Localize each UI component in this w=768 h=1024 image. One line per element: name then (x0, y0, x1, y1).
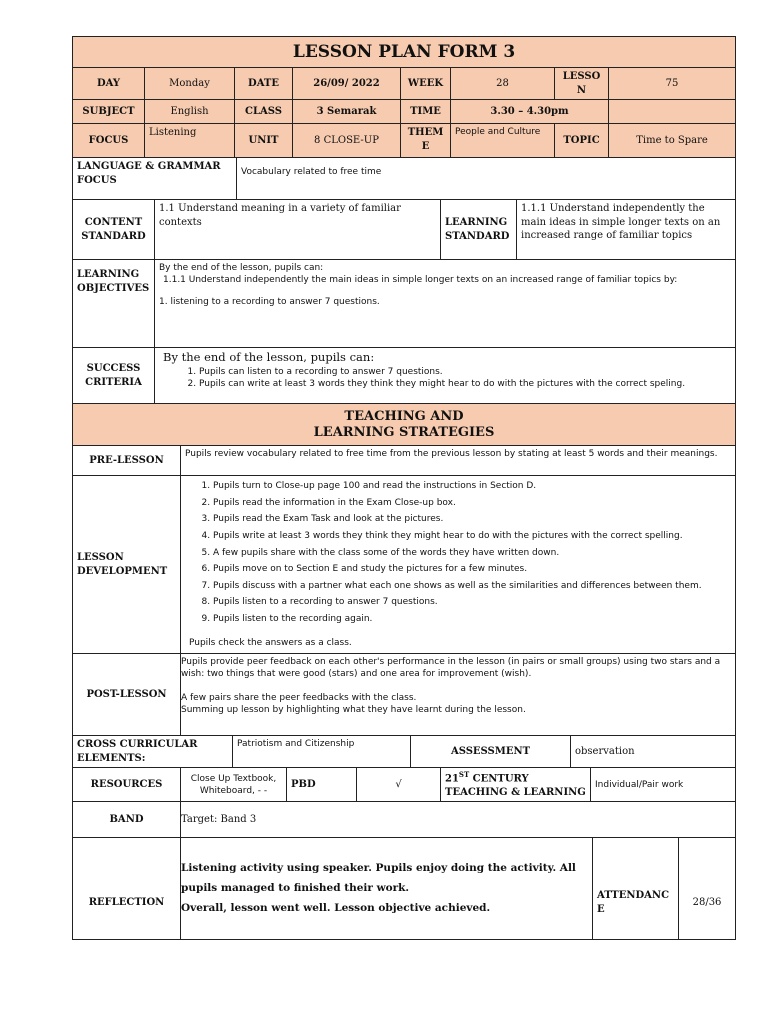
topic-label: TOPIC (555, 124, 609, 158)
success-intro: By the end of the lesson, pupils can: (163, 350, 375, 364)
list-item: 9. Pupils listen to the recording again. (213, 613, 731, 625)
resources-label: RESOURCES (73, 768, 181, 802)
post-lesson-p2: A few pairs share the peer feedbacks with the class. (181, 693, 417, 704)
subject-value: English (145, 100, 235, 124)
theme-value: People and Culture (451, 124, 555, 158)
class-value: 3 Semarak (293, 100, 401, 124)
success-criteria-label: SUCCESS CRITERIA (73, 348, 155, 404)
resources-value: Close Up Textbook, Whiteboard, - - (181, 768, 287, 802)
lesson-label: LESSON (555, 68, 609, 100)
lesson-development-label: LESSON DEVELOPMENT (73, 476, 181, 654)
reflection-line-1: Listening activity using speaker. Pupils enjoy doing the activity. All pupils managed to finished their work. (181, 861, 576, 894)
list-item: 2. Pupils read the information in the Exam Close-up box. (213, 497, 731, 509)
learning-standard-value: 1.1.1 Understand independently the main ideas in simple longer texts on an increased range of familiar topics (517, 200, 736, 260)
strategies-title-text: TEACHING AND LEARNING STRATEGIES (313, 408, 495, 440)
list-item: 7. Pupils discuss with a partner what each one shows as well as the similarities and differences between them. (213, 580, 731, 592)
success-list (159, 366, 731, 390)
reflection-body (181, 838, 593, 940)
objectives-line-1: By the end of the lesson, pupils can: (159, 263, 324, 273)
language-focus-value: Vocabulary related to free time (237, 158, 736, 200)
lesson-closing: Pupils check the answers as a class. (189, 638, 352, 649)
lesson-steps (185, 480, 731, 625)
cross-curricular-label: CROSS CURRICULAR ELEMENTS: (73, 736, 233, 768)
pre-lesson-label: PRE-LESSON (73, 446, 181, 476)
learning-objectives-body (155, 260, 736, 348)
assessment-label: ASSESSMENT (411, 736, 571, 768)
attendance-label: ATTENDANCE (593, 838, 679, 940)
century-label-text: CENTURY TEACHING & LEARNING (445, 773, 586, 798)
subject-label: SUBJECT (73, 100, 145, 124)
century-label-sup: ST (458, 770, 470, 779)
list-item: 8. Pupils listen to a recording to answer 7 questions. (213, 596, 731, 608)
content-standard-value: 1.1 Understand meaning in a variety of familiar contexts (155, 200, 441, 260)
strategies-title (73, 404, 736, 446)
objectives-line-2: 1.1.1 Understand independently the main ideas in simple longer texts on an increased range of familiar topics by: (163, 275, 678, 286)
reflection-label: REFLECTION (73, 838, 181, 940)
time-label: TIME (401, 100, 451, 124)
date-label: DATE (235, 68, 293, 100)
topic-value: Time to Spare (609, 124, 736, 158)
list-item: 2. Pupils can write at least 3 words they think they might hear to do with the pictures with the correct speling. (199, 378, 731, 390)
resources-table (72, 767, 736, 802)
success-criteria-body (155, 348, 736, 404)
phases-table (72, 445, 736, 736)
theme-label: THEME (401, 124, 451, 158)
language-focus-label: LANGUAGE & GRAMMAR FOCUS (73, 158, 237, 200)
century-label-number: 21 (445, 773, 459, 785)
pre-lesson-value: Pupils review vocabulary related to free time from the previous lesson by stating at least 5 words and their meanings. (181, 446, 736, 476)
cross-curricular-value: Patriotism and Citizenship (233, 736, 411, 768)
time-value: 3.30 – 4.30pm (451, 100, 609, 124)
objectives-table (72, 259, 736, 446)
pbd-label: PBD (287, 768, 357, 802)
day-label: DAY (73, 68, 145, 100)
week-label: WEEK (401, 68, 451, 100)
lesson-plan-sheet (72, 36, 735, 940)
list-item: 3. Pupils read the Exam Task and look at the pictures. (213, 513, 731, 525)
post-lesson-body (181, 654, 736, 736)
page-title: LESSON PLAN FORM 3 (73, 37, 736, 68)
unit-value: 8 CLOSE-UP (293, 124, 401, 158)
lesson-development-body (181, 476, 736, 654)
band-value: Target: Band 3 (181, 802, 736, 838)
list-item: 6. Pupils move on to Section E and study the pictures for a few minutes. (213, 563, 731, 575)
list-item: 1. Pupils can listen to a recording to answer 7 questions. (199, 366, 731, 378)
lesson-value: 75 (609, 68, 736, 100)
empty-cell (609, 100, 736, 124)
post-lesson-label: POST-LESSON (73, 654, 181, 736)
assessment-value: observation (571, 736, 736, 768)
header-table (72, 36, 736, 158)
content-standard-label: CONTENT STANDARD (73, 200, 155, 260)
band-label: BAND (73, 802, 181, 838)
date-value: 26/09/ 2022 (293, 68, 401, 100)
list-item: 1. Pupils turn to Close-up page 100 and read the instructions in Section D. (213, 480, 731, 492)
standards-table (72, 157, 736, 260)
day-value: Monday (145, 68, 235, 100)
unit-label: UNIT (235, 124, 293, 158)
objectives-line-3: 1. listening to a recording to answer 7 questions. (159, 297, 380, 308)
focus-value: Listening (145, 124, 235, 158)
elements-table (72, 735, 736, 768)
century-label (441, 768, 591, 802)
list-item: 4. Pupils write at least 3 words they think they might hear to do with the pictures with the correct spelling. (213, 530, 731, 542)
focus-label: FOCUS (73, 124, 145, 158)
class-label: CLASS (235, 100, 293, 124)
post-lesson-p1: Pupils provide peer feedback on each other's performance in the lesson (in pairs or small groups) using two stars and a wish: two things that were good (stars) and one area for improvement (wish). (181, 657, 721, 680)
week-value: 28 (451, 68, 555, 100)
reflection-line-2: Overall, lesson went well. Lesson objective achieved. (181, 901, 491, 914)
pbd-check: √ (357, 768, 441, 802)
century-value: Individual/Pair work (591, 768, 736, 802)
reflection-table (72, 801, 736, 940)
learning-objectives-label: LEARNING OBJECTIVES (73, 260, 155, 348)
post-lesson-p3: Summing up lesson by highlighting what they have learnt during the lesson. (181, 705, 526, 716)
list-item: 5. A few pupils share with the class some of the words they have written down. (213, 547, 731, 559)
learning-standard-label: LEARNING STANDARD (441, 200, 517, 260)
attendance-value: 28/36 (679, 838, 736, 940)
